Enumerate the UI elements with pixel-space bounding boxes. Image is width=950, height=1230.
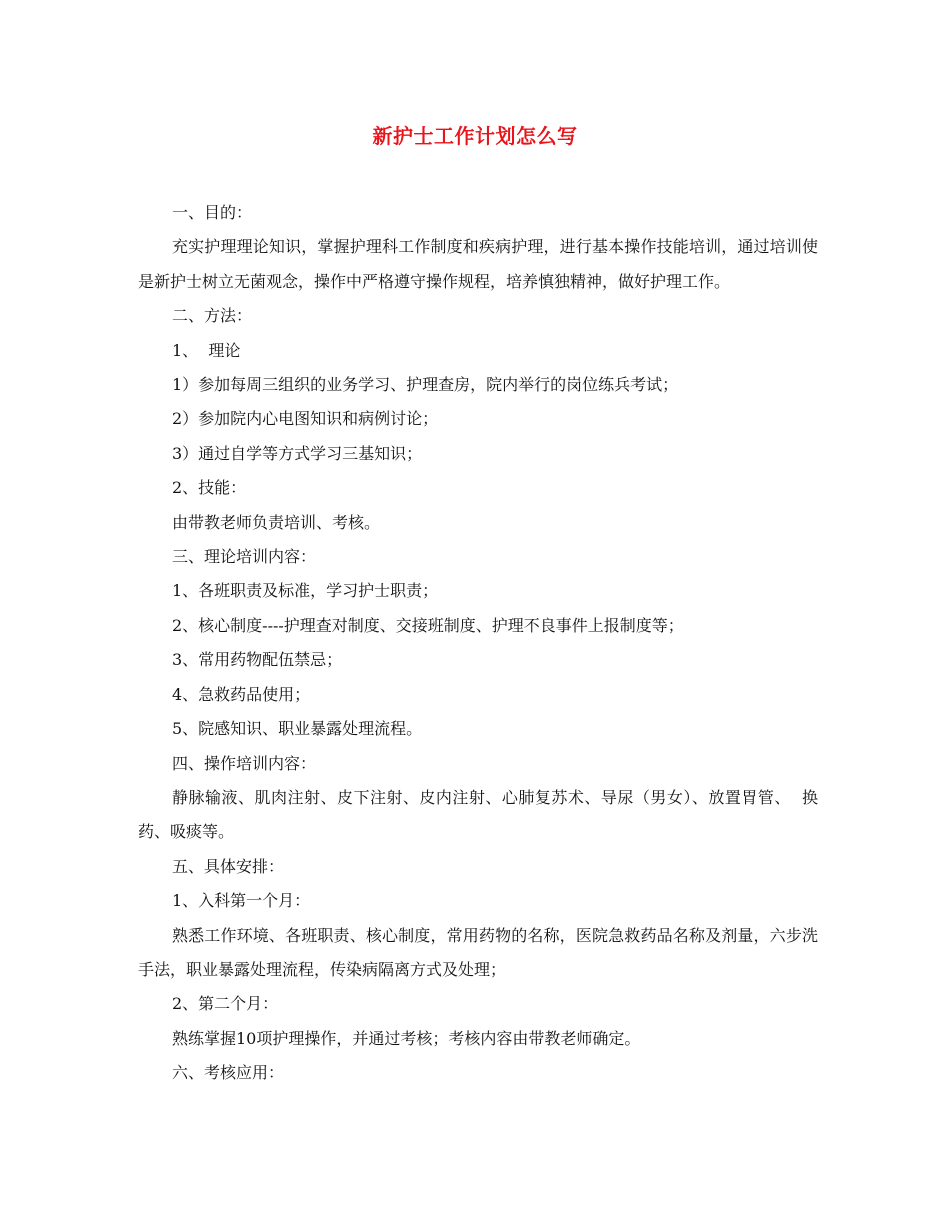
paragraph: 静脉输液、肌肉注射、皮下注射、皮内注射、心肺复苏术、导尿（男女）、放置胃管、 换药、吸痰等。 — [138, 787, 818, 842]
section-heading: 五、具体安排： — [172, 856, 285, 876]
paragraph: 充实护理理论知识，掌握护理科工作制度和疾病护理，进行基本操作技能培训，通过培训使是新护士树立无菌观念，操作中严格遵守操作规程，培养慎独精神，做好护理工作。 — [138, 237, 818, 291]
list-item: 4、急救药品使用； — [172, 684, 311, 704]
section-heading: 一、目的： — [172, 203, 253, 222]
list-item: 3、常用药物配伍禁忌； — [172, 650, 343, 670]
list-item: 3）通过自学等方式学习三基知识； — [172, 443, 423, 463]
paragraph: 熟悉工作环境、各班职责、核心制度，常用药物的名称，医院急救药品名称及剂量，六步洗手法，职业暴露处理流程，传染病隔离方式及处理； — [138, 925, 818, 979]
subsection-heading: 2、技能： — [172, 478, 247, 498]
section-heading: 六、考核应用： — [172, 1063, 285, 1083]
list-item: 5、院感知识、职业暴露处理流程。 — [172, 719, 423, 739]
section-heading: 二、方法： — [172, 306, 253, 326]
paragraph: 由带教老师负责培训、考核。 — [172, 512, 381, 532]
paragraph: 熟练掌握10项护理操作，并通过考核；考核内容由带教老师确定。 — [172, 1028, 641, 1048]
section-heading: 三、理论培训内容： — [172, 547, 317, 567]
list-item: 2、核心制度----护理查对制度、交接班制度、护理不良事件上报制度等； — [172, 615, 684, 635]
subsection-heading: 2、第二个月： — [172, 994, 279, 1014]
list-item: 1、各班职责及标准，学习护士职责； — [172, 581, 439, 601]
document-body — [138, 196, 818, 1091]
list-item: 2）参加院内心电图知识和病例讨论； — [172, 409, 439, 429]
section-heading: 四、操作培训内容： — [172, 753, 317, 773]
subsection-heading: 1、入科第一个月： — [172, 891, 311, 911]
subsection-heading: 1、 理论 — [172, 340, 241, 360]
document-title: 新护士工作计划怎么写 — [372, 124, 578, 148]
list-item: 1）参加每周三组织的业务学习、护理查房，院内举行的岗位练兵考试； — [172, 375, 679, 395]
